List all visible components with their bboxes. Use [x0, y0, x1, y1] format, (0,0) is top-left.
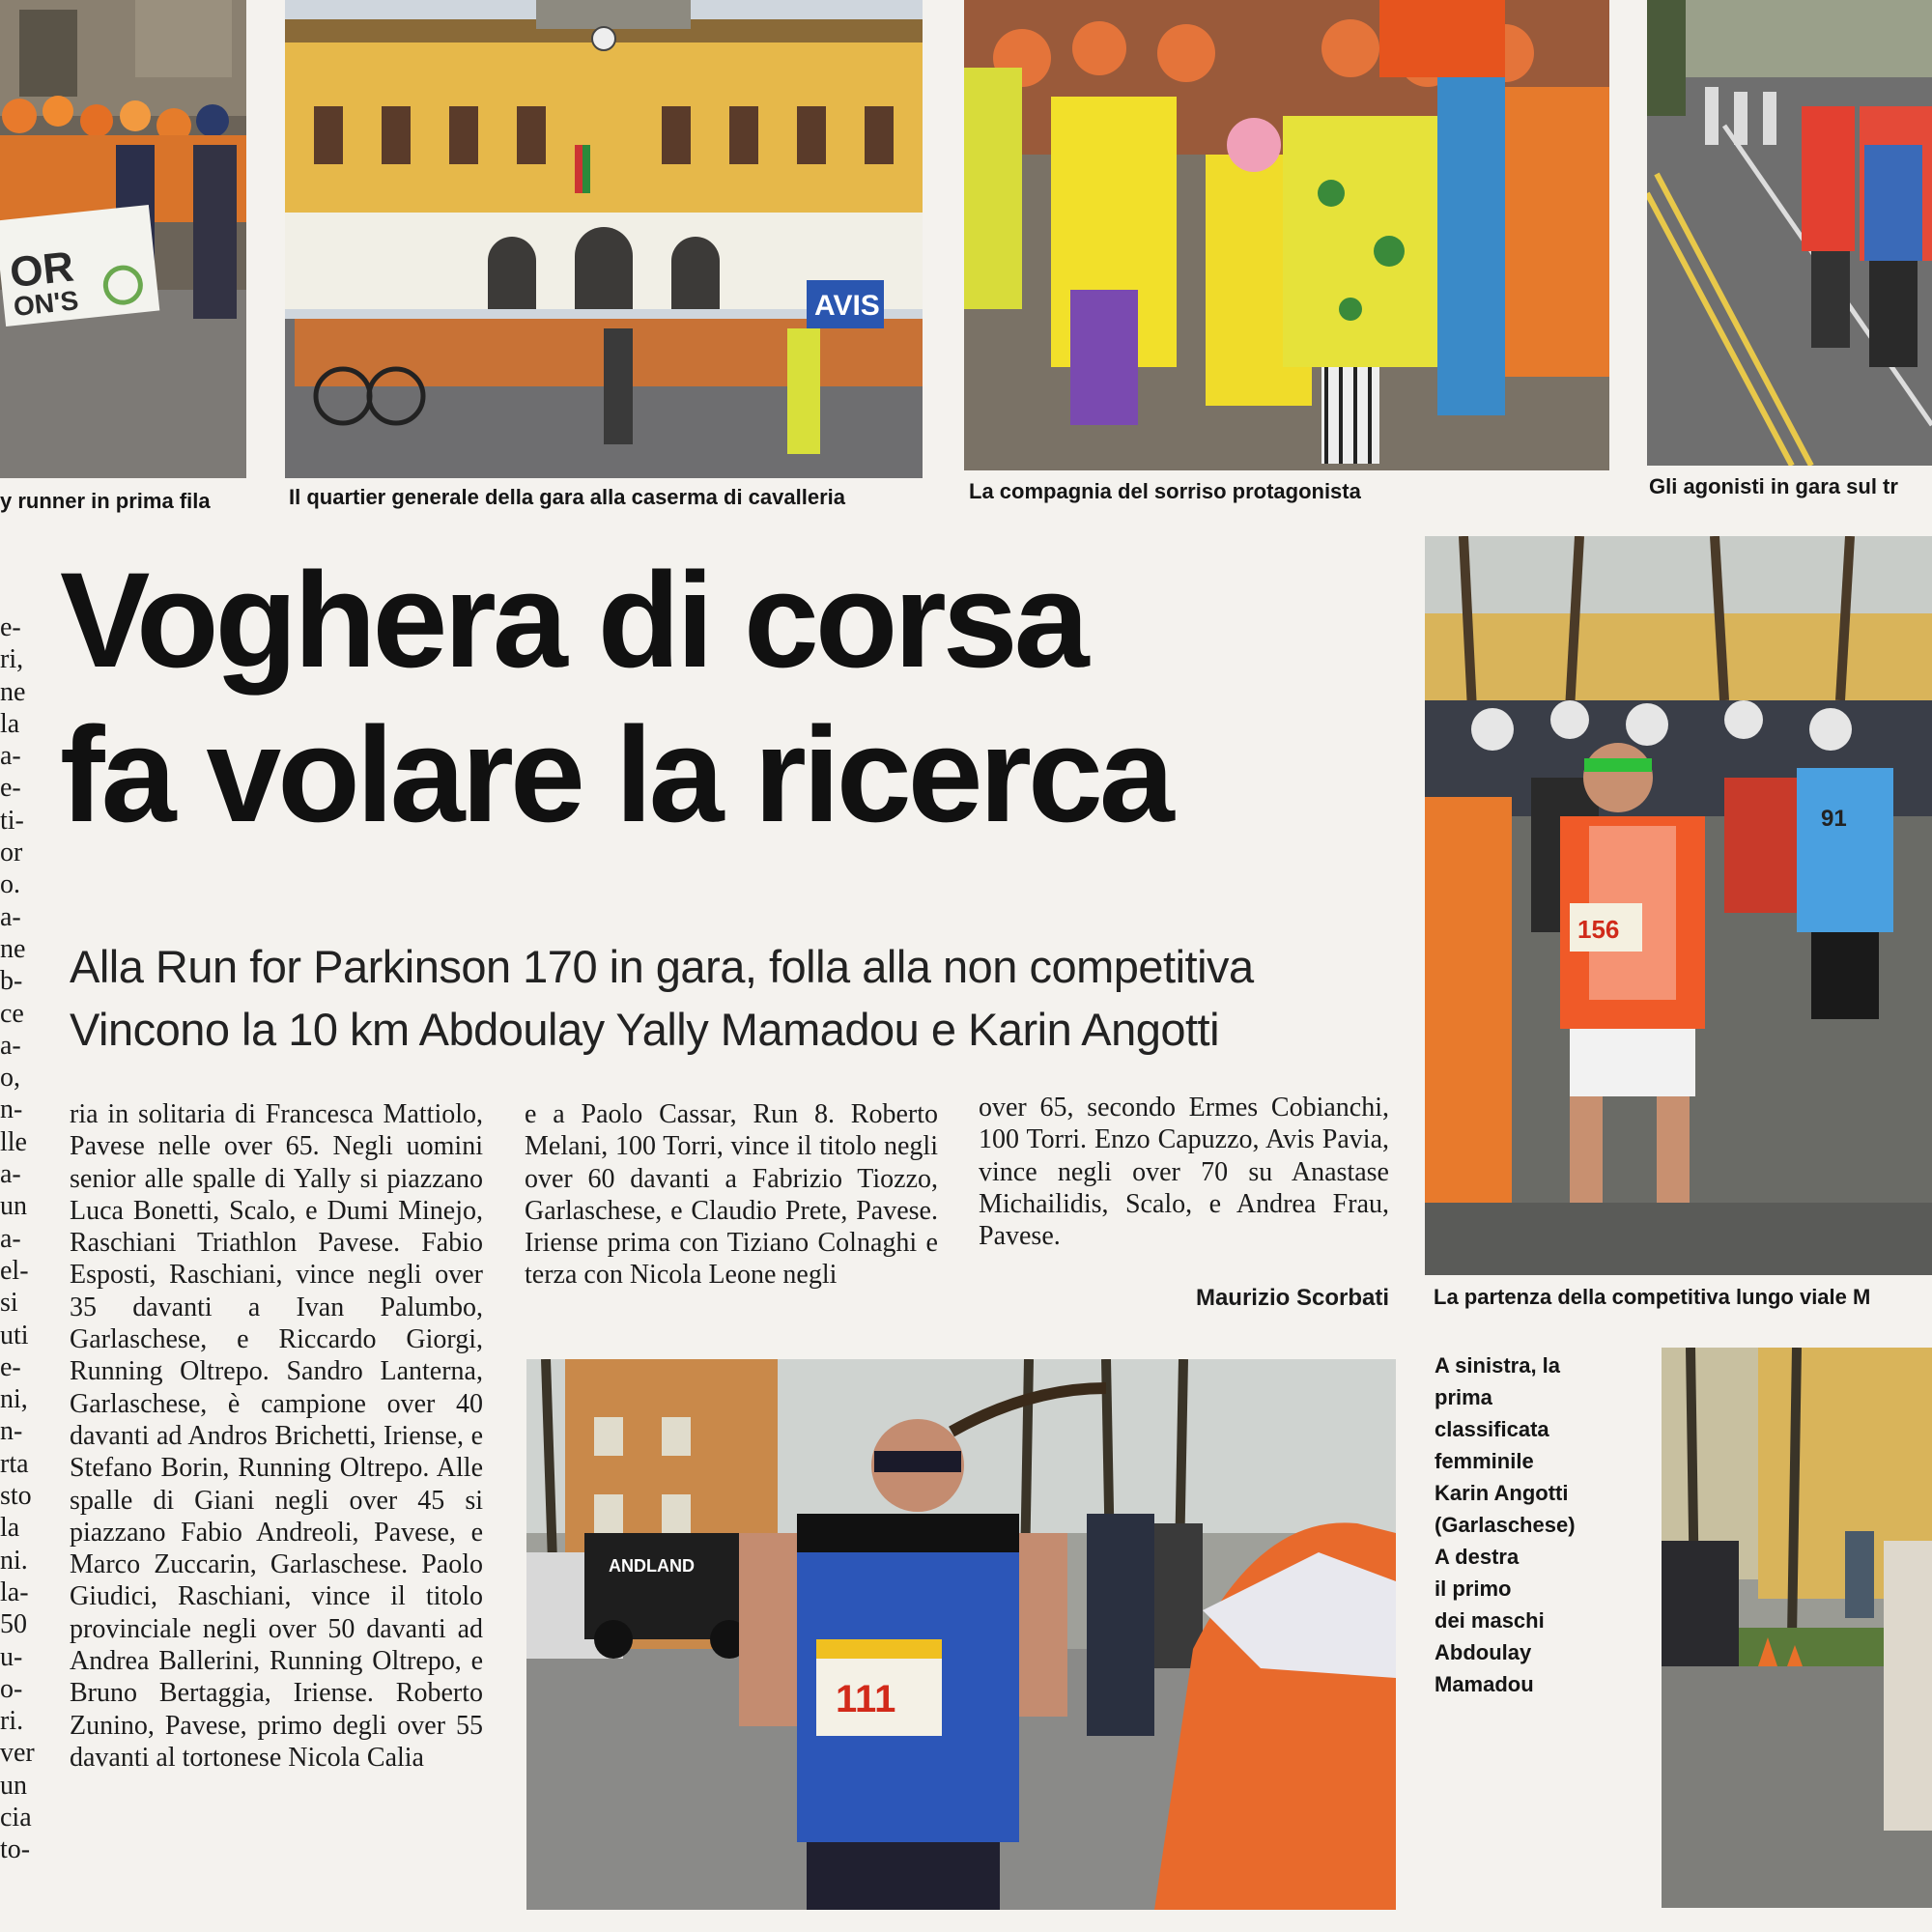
- article-column-3: over 65, secondo Ermes Cobianchi, 100 Torri. Enzo Capuzzo, Avis Pavia, vince negli over 70 su Anastase Michailidis, Scalo, e Andrea Frau, Pavese.: [979, 1093, 1389, 1252]
- side-caption-line: A sinistra, la: [1435, 1353, 1561, 1378]
- photo-crowd-banner: [0, 0, 246, 478]
- left-fragment-line: o.: [0, 869, 20, 900]
- article-byline: Maurizio Scorbati: [1195, 1285, 1389, 1311]
- left-fragment-line: cia: [0, 1802, 32, 1833]
- side-caption-line: A destra: [1435, 1545, 1520, 1569]
- left-column-fragments: [0, 611, 35, 1866]
- left-fragment-line: la: [0, 708, 20, 739]
- left-fragment-line: n-: [0, 1416, 23, 1447]
- left-fragment-line: u-: [0, 1641, 23, 1672]
- left-fragment-line: ni,: [0, 1384, 28, 1415]
- photo-caption-4: Gli agonisti in gara sul tr: [1649, 474, 1898, 498]
- side-caption-line: Mamadou: [1435, 1672, 1534, 1696]
- side-caption-line: classificata: [1435, 1417, 1549, 1441]
- side-caption-line: dei maschi: [1435, 1608, 1545, 1633]
- bib-runner-blue: 91: [1821, 806, 1847, 832]
- left-fragment-line: un: [0, 1770, 27, 1801]
- left-fragment-line: e-: [0, 773, 21, 804]
- left-fragment-line: ne: [0, 676, 26, 707]
- left-fragment-line: lle: [0, 1126, 27, 1157]
- left-fragment-line: un: [0, 1191, 27, 1222]
- left-fragment-line: ver: [0, 1738, 35, 1769]
- side-caption-line: prima: [1435, 1385, 1492, 1409]
- bib-runner-orange: 156: [1577, 915, 1620, 944]
- left-fragment-line: o-: [0, 1673, 23, 1704]
- photo-side-caption: [1435, 1350, 1666, 1700]
- headline-line-1: Voghera di corsa: [60, 544, 1086, 696]
- photo-runners-road: [1647, 0, 1932, 466]
- car-text: ANDLAND: [609, 1556, 695, 1576]
- side-caption-line: femminile: [1435, 1449, 1534, 1473]
- side-caption-line: il primo: [1435, 1577, 1512, 1601]
- photo-barracks: [285, 0, 923, 478]
- left-fragment-line: la: [0, 1513, 20, 1544]
- left-fragment-line: sto: [0, 1481, 32, 1512]
- left-fragment-line: a-: [0, 741, 21, 772]
- side-caption-line: (Garlaschese): [1435, 1513, 1576, 1537]
- left-fragment-line: b-: [0, 966, 23, 997]
- article-column-1: ria in solitaria di Francesca Mattiolo, Pavese nelle over 65. Negli uomini senior alle spalle di Yally si piazzano Luca Bonetti, Scalo, e Dumi Minejo, Raschiani Triathlon Pavese. Fabio Esposti, Raschiani, vince negli over 35 davanti a Ivan Palumbo, Garlaschese, e Riccardo Giorgi, Running Oltrepo. Sandro Lanterna, Garlaschese, è campione over 40 davanti ad Andros Brichetti, Iriense, e Stefano Borin, Running Oltrepo. Alle spalle di Giani negli over 45 si piazzano Fabio Andreoli, Pavese, e Marco Zuccarin, Garlaschese. Paolo Giudici, Raschiani, vince il titolo provinciale negli over 50 davanti ad Andrea Ballerini, Running Oltrepo, e Bruno Bertaggia, Iriense. Roberto Zunino, Pavese, primo degli over 55 davanti al tortonese Nicola Calia: [70, 1099, 483, 1773]
- left-fragment-line: rta: [0, 1448, 29, 1479]
- left-fragment-line: 50: [0, 1609, 27, 1640]
- left-fragment-line: n-: [0, 1094, 23, 1125]
- left-fragment-line: ri,: [0, 644, 24, 675]
- subhead-line-1: Alla Run for Parkinson 170 in gara, folla alla non competitiva: [70, 941, 1254, 992]
- left-fragment-line: la-: [0, 1577, 29, 1607]
- side-caption-line: Karin Angotti: [1435, 1481, 1569, 1505]
- article-column-2: e a Paolo Cassar, Run 8. Roberto Melani, 100 Torri, vince il titolo negli over 60 davanti a Fabrizio Tiozzo, Garlaschese, e Claudio Prete, Pavese. Iriense prima con Tiziano Colnaghi e terza con Nicola Leone negli: [525, 1099, 938, 1291]
- left-fragment-line: si: [0, 1288, 18, 1319]
- left-fragment-line: e-: [0, 1351, 21, 1382]
- left-fragment-line: a-: [0, 1030, 21, 1061]
- article-subhead: [70, 935, 1441, 1061]
- left-fragment-line: to-: [0, 1834, 31, 1865]
- photo-female-winner: [526, 1359, 1396, 1910]
- left-fragment-line: ri.: [0, 1706, 24, 1737]
- photo-clowns: [964, 0, 1609, 470]
- left-fragment-line: or: [0, 838, 23, 868]
- subhead-line-2: Vincono la 10 km Abdoulay Yally Mamadou e Karin Angotti: [70, 1004, 1220, 1055]
- svg-text:ON'S: ON'S: [12, 285, 80, 323]
- left-fragment-line: a-: [0, 1223, 21, 1254]
- photo-male-winner: [1662, 1348, 1932, 1908]
- left-fragment-line: ce: [0, 998, 24, 1029]
- left-fragment-line: ni.: [0, 1545, 28, 1576]
- photo-caption-5: La partenza della competitiva lungo viale M: [1434, 1285, 1871, 1309]
- photo-caption-3: La compagnia del sorriso protagonista: [969, 479, 1361, 503]
- left-fragment-line: e-: [0, 612, 21, 642]
- bib-runner-female: 111: [836, 1678, 896, 1720]
- photo-caption-1: y runner in prima fila: [0, 489, 211, 513]
- left-fragment-line: a-: [0, 901, 21, 932]
- headline-line-2: fa volare la ricerca: [60, 698, 1171, 850]
- left-fragment-line: uti: [0, 1320, 29, 1350]
- photo-competitive-start: [1425, 536, 1932, 1275]
- photo-caption-2: Il quartier generale della gara alla caserma di cavalleria: [289, 485, 845, 509]
- left-fragment-line: ne: [0, 933, 26, 964]
- left-fragment-line: el-: [0, 1255, 29, 1286]
- left-fragment-line: ti-: [0, 805, 24, 836]
- banner-text: OR: [7, 242, 76, 298]
- article-headline: [60, 543, 1432, 852]
- left-fragment-line: o,: [0, 1063, 20, 1094]
- left-fragment-line: a-: [0, 1159, 21, 1190]
- avis-sign: AVIS: [814, 290, 880, 322]
- side-caption-line: Abdoulay: [1435, 1640, 1532, 1664]
